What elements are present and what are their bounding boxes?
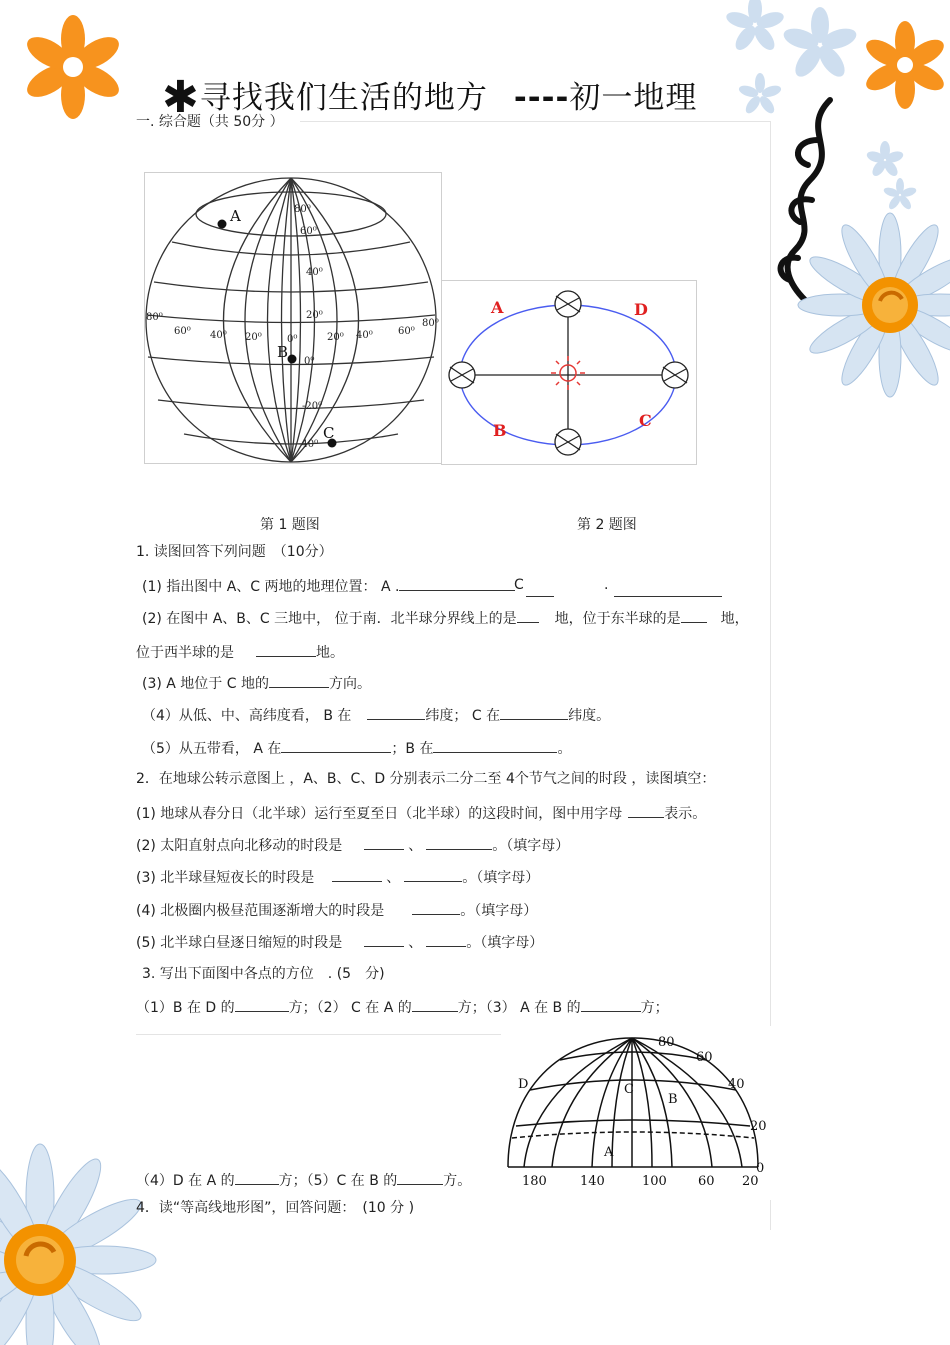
grid-lat-80: 80 [658,1035,675,1050]
q1-part1-c: C [514,577,524,593]
q1-blank-a-zone[interactable] [281,738,391,753]
lon-label-e20: 20⁰ [327,332,344,343]
lat-label-neg40: -40⁰ [298,439,319,450]
q2-blank-4[interactable] [412,900,460,915]
q2-sub3: (3) 北半球昼短夜长的时段是 、 。（填字母） [136,867,539,887]
q3-blank-5[interactable] [397,1170,443,1185]
figure-3-grid [500,1030,775,1190]
daisy-decoration-bottom-left [0,1115,190,1345]
q2-blank-3b[interactable] [404,867,462,882]
point-b-label: B [277,343,289,361]
grid-lon-180: 180 [522,1174,547,1189]
lon-label-w60: 60⁰ [174,326,191,337]
q1-blank-direction[interactable] [269,673,329,688]
grid-point-a: A [604,1145,614,1160]
q2-blank-5a[interactable] [364,932,404,947]
lon-label-e80: 80⁰ [422,318,439,329]
grid-lon-140: 140 [580,1174,605,1189]
frame-line-mid [136,1034,501,1035]
orbit-label-c: C [639,411,652,430]
point-c-label: C [323,424,335,442]
q1-part2: (2) 在图中 A、B、C 三地中， 位于南．北半球分界线上的是 地，位于东半球的是 地， [142,608,749,628]
lon-label-0: 0⁰ [287,334,298,345]
orbit-label-d: D [634,300,648,319]
q1-part1: (1) 指出图中 A、C 两地的地理位置： A . [142,576,515,596]
grid-point-d: D [518,1077,529,1092]
figure-2-caption: 第 2 题图 [577,517,637,533]
frame-line-right [770,121,771,1026]
q1-part4: （4）从低、中、高纬度看， B 在 纬度； C 在 纬度。 [142,705,610,725]
q2-sub1: (1) 地球从春分日（北半球）运行至夏至日（北半球）的这段时间，图中用字母 表示。 [136,803,706,823]
figure-2-orbit [441,280,698,466]
orbit-label-a: A [491,298,504,317]
frame-line-bottom-right [770,1200,771,1230]
orbit-label-b: B [493,421,507,440]
figure-1-globe [144,172,444,465]
q2-blank-2a[interactable] [364,835,404,850]
q1-part5: （5）从五带看， A 在 ；B 在 。 [142,738,571,758]
q1-blank-b-zone[interactable] [433,738,557,753]
q3-blank-1[interactable] [235,997,289,1012]
grid-lon-60: 60 [698,1174,715,1189]
q1-blank-equator[interactable] [517,608,539,623]
grid-lat-0: 0 [756,1161,765,1176]
q2-blank-2b[interactable] [426,835,492,850]
lat-label-40: 40⁰ [306,267,323,278]
q1-part2-cont: 位于西半球的是 地。 [136,642,344,662]
figure-1-caption: 第 1 题图 [260,517,320,533]
page-title: ✱寻找我们生活的地方 ----初一地理 [162,72,698,123]
lat-label-60: 60⁰ [300,226,317,237]
q1-blank-a[interactable] [399,576,515,591]
lon-label-e60: 60⁰ [398,326,415,337]
q3-blank-4[interactable] [235,1170,279,1185]
grid-lon-100: 100 [642,1174,667,1189]
q1-part1-dot: . [604,577,609,593]
lon-label-w20: 20⁰ [245,332,262,343]
star-icon: ✱ [162,72,200,123]
q2-heading: 2．在地球公转示意图上 ，A、B、C、D 分别表示二分二至 4个节气之间的时段 ，读图填空： [136,771,716,787]
lon-label-w80: 80⁰ [146,312,163,323]
grid-lat-20: 20 [750,1119,767,1134]
orange-flower-top-left [18,12,128,122]
floral-decoration-top-right [700,0,950,400]
q3-line2: （4）D 在 A 的 方；（5）C 在 B 的 方。 [136,1170,471,1190]
grid-lat-60: 60 [696,1050,713,1065]
lat-label-20: 20⁰ [306,310,323,321]
q2-blank-3a[interactable] [332,867,382,882]
section-heading: 一. 综合题（共 50分 ） [136,114,284,130]
q2-blank-1[interactable] [628,803,664,818]
point-a-label: A [230,207,241,225]
q3-blank-3[interactable] [581,997,641,1012]
q2-sub5: (5) 北半球白昼逐日缩短的时段是 、 。（填字母） [136,932,543,952]
grid-lat-40: 40 [728,1077,745,1092]
q2-sub2: (2) 太阳直射点向北移动的时段是 、 。（填字母） [136,835,569,855]
q1-heading: 1. 读图回答下列问题 （10分） [136,544,333,560]
q4-heading: 4．读“等高线地形图”，回答问题： (10 分 ) [136,1200,415,1216]
q1-blank-c[interactable] [526,582,554,597]
grid-point-b: B [668,1092,678,1107]
lat-label-neg20: -20⁰ [302,401,323,412]
lon-label-w40: 40⁰ [210,330,227,341]
lat-label-80: 80⁰ [294,204,311,215]
grid-lon-20: 20 [742,1174,759,1189]
q3-blank-2[interactable] [412,997,458,1012]
q1-part3: (3) A 地位于 C 地的 方向。 [142,673,371,693]
grid-point-c: C [624,1082,634,1097]
q2-sub4: (4) 北极圈内极昼范围逐渐增大的时段是 。（填字母） [136,900,537,920]
q1-blank-b-latitude[interactable] [367,705,425,720]
lat-label-0: 0⁰ [304,356,315,367]
q1-blank-c2[interactable] [614,582,722,597]
q2-blank-5b[interactable] [426,932,466,947]
q1-blank-east[interactable] [681,608,707,623]
q3-heading: 3. 写出下面图中各点的方位 . (5 分) [142,966,385,982]
frame-line-top [300,121,770,122]
lon-label-e40: 40⁰ [356,330,373,341]
q1-blank-c-latitude[interactable] [500,705,568,720]
q3-line1: （1）B 在 D 的 方；（2） C 在 A 的 方；（3） A 在 B 的 方； [136,997,669,1017]
q1-blank-west[interactable] [256,642,316,657]
